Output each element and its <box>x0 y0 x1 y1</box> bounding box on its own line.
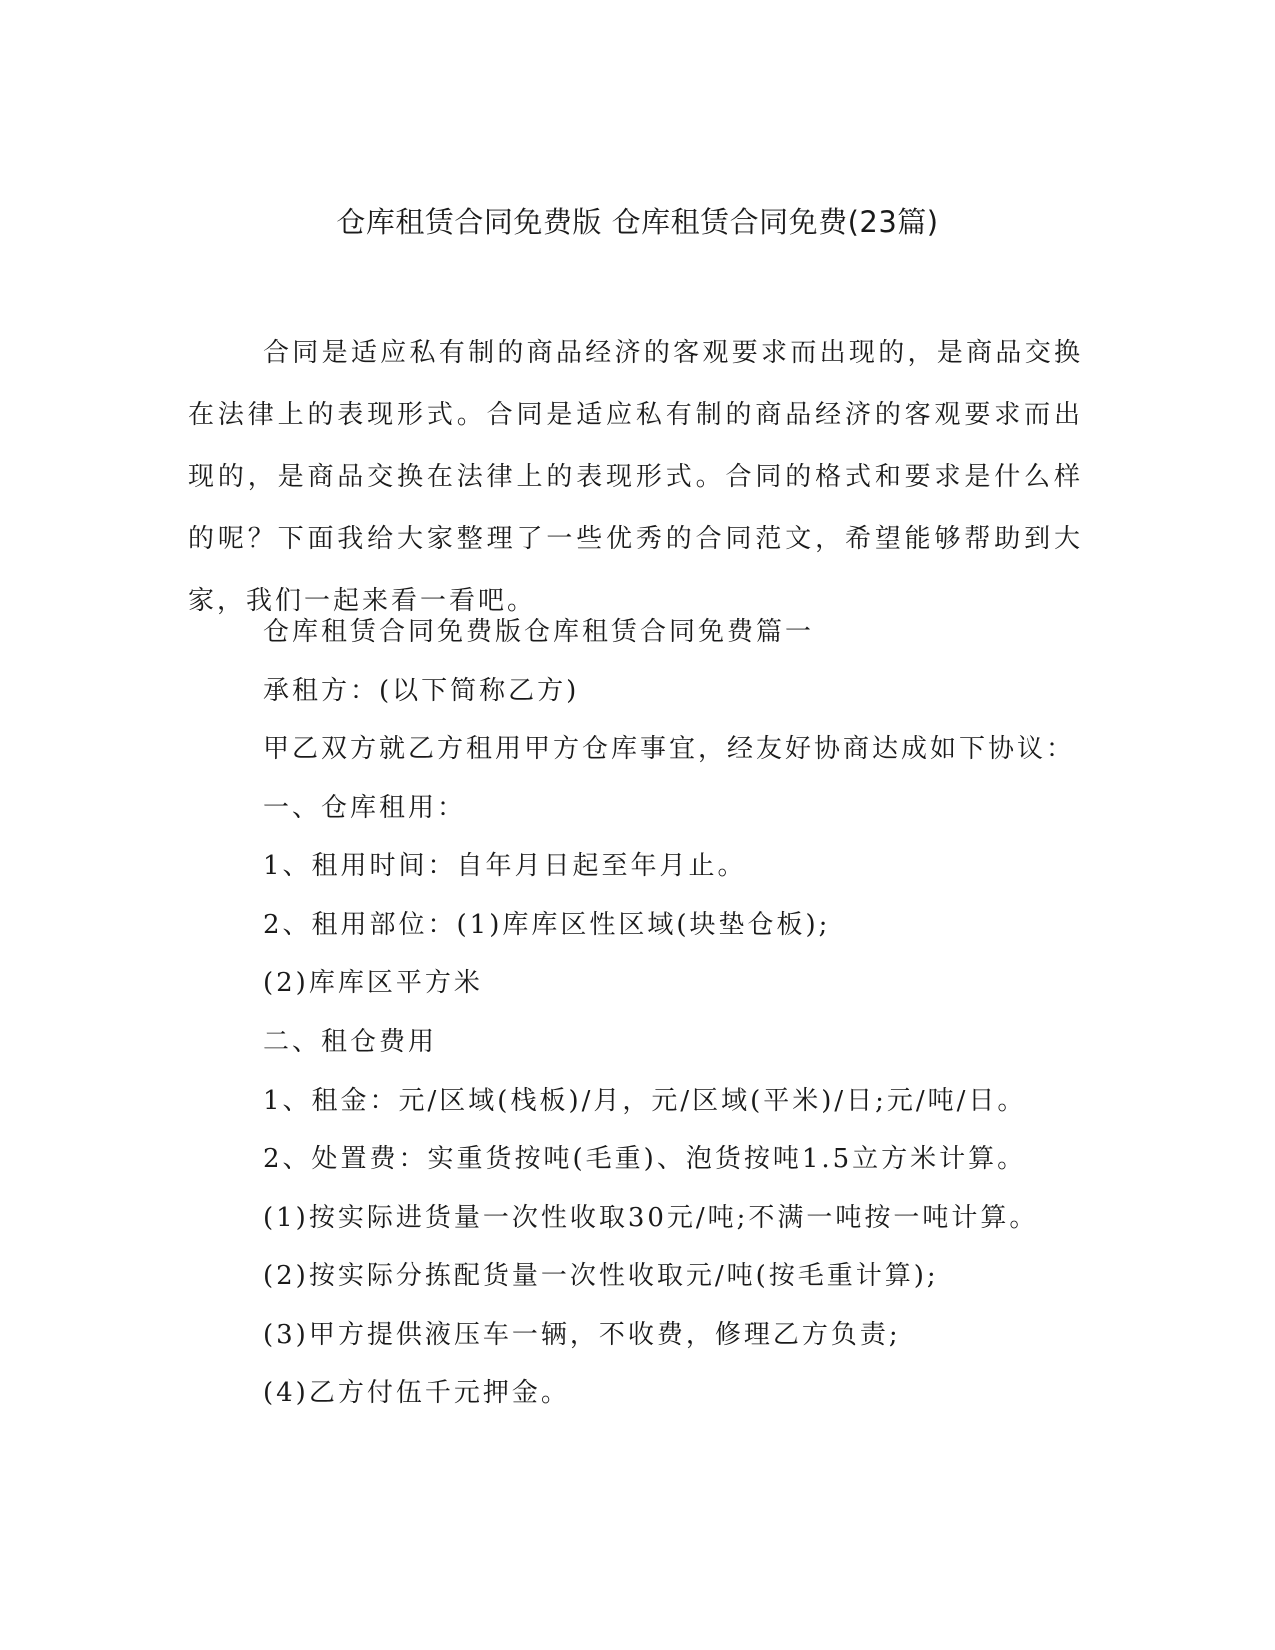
section-heading-part-one: 仓库租赁合同免费版仓库租赁合同免费篇一 <box>263 617 815 647</box>
clause-intake-fee: (1)按实际进货量一次性收取30元/吨;不满一吨按一吨计算。 <box>263 1203 1039 1233</box>
clause-heading-warehouse-rental: 一、仓库租用： <box>263 793 467 823</box>
agreement-preamble: 甲乙双方就乙方租用甲方仓库事宜，经友好协商达成如下协议： <box>263 734 1076 764</box>
lessee-line: 承租方：(以下简称乙方) <box>263 676 580 706</box>
clause-handling-fee: 2、处置费：实重货按吨(毛重)、泡货按吨1.5立方米计算。 <box>263 1144 1027 1174</box>
clause-sorting-fee: (2)按实际分拣配货量一次性收取元/吨(按毛重计算); <box>263 1261 939 1291</box>
clause-forklift: (3)甲方提供液压车一辆，不收费，修理乙方负责; <box>263 1320 901 1350</box>
clause-deposit: (4)乙方付伍千元押金。 <box>263 1378 570 1408</box>
intro-paragraph: 合同是适应私有制的商品经济的客观要求而出现的，是商品交换在法律上的表现形式。合同是适应私有制的商品经济的客观要求而出现的，是商品交换在法律上的表现形式。合同的格式和要求是什么样的呢？下面我给大家整理了一些优秀的合同范文，希望能够帮助到大家，我们一起来看一看吧。 <box>188 338 1083 616</box>
clause-rent: 1、租金：元/区域(栈板)/月，元/区域(平米)/日;元/吨/日。 <box>263 1086 1027 1116</box>
clause-rental-location: 2、租用部位：(1)库库区性区域(块垫仓板); <box>263 910 831 940</box>
document-title: 仓库租赁合同免费版 仓库租赁合同免费(23篇) <box>336 205 939 239</box>
clause-rental-period: 1、租用时间：自年月日起至年月止。 <box>263 851 747 881</box>
clause-rental-area: (2)库库区平方米 <box>263 968 483 998</box>
clause-heading-fees: 二、租仓费用 <box>263 1027 438 1057</box>
